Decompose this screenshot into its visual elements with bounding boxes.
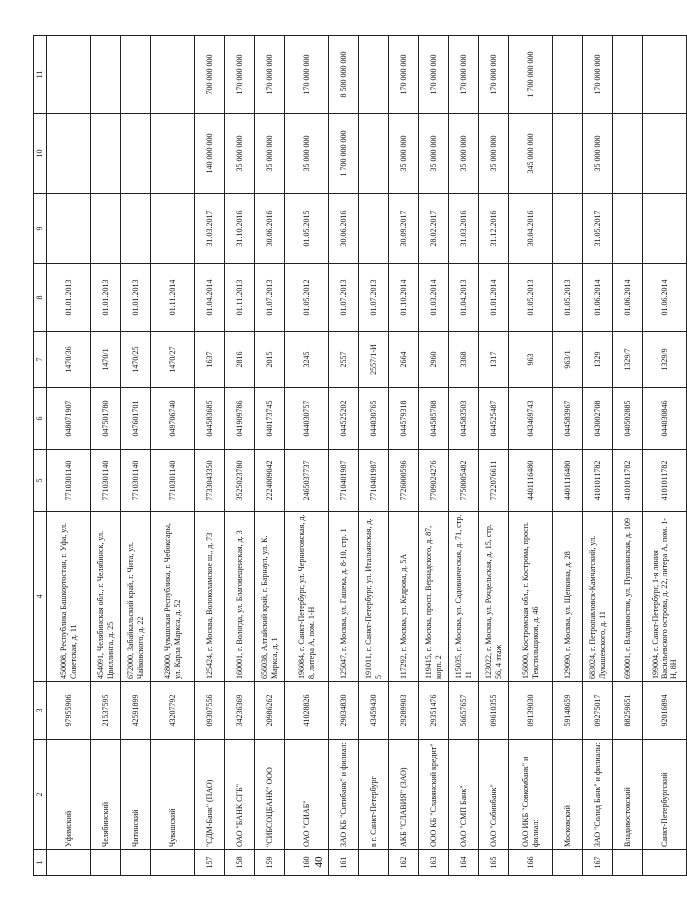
column-header: 5: [34, 450, 47, 512]
row-number-cell: [121, 850, 151, 876]
column-header: 11: [34, 36, 47, 114]
license-date-cell: 01.01.2013: [121, 264, 151, 332]
reg-number-cell: 3368: [449, 332, 479, 388]
expiry-date-cell: [151, 194, 195, 264]
row-number-cell: [613, 850, 643, 876]
inn-cell: 7750005482: [449, 450, 479, 512]
okpo-cell: 88259651: [613, 682, 643, 740]
inn-cell: 7710301140: [91, 450, 121, 512]
capital-cell: 170 000 000: [479, 36, 509, 114]
address-cell: 683024, г. Петропавловск-Камчатский, ул. Лукашевского, д. 11: [583, 512, 613, 682]
bik-cell: 044579318: [389, 388, 419, 450]
column-header: 2: [34, 740, 47, 850]
column-header: 1: [34, 850, 47, 876]
license-date-cell: 01.01.2013: [91, 264, 121, 332]
table-row: [479, 36, 509, 876]
bank-name-cell: Чувашский: [151, 740, 195, 850]
okpo-cell: 21537595: [91, 682, 121, 740]
inn-cell: 4101011782: [613, 450, 643, 512]
expiry-date-cell: [553, 194, 583, 264]
okpo-cell: 29034830: [329, 682, 359, 740]
table-row: [151, 36, 195, 876]
address-cell: 454091, Челябинская обл., г. Челябинск, ул. Цвиллинга, д. 25: [91, 512, 121, 682]
table-row: [509, 36, 553, 876]
reg-number-cell: 1329/9: [643, 332, 687, 388]
reg-number-cell: 1470/25: [121, 332, 151, 388]
table-body: [47, 36, 687, 876]
bik-cell: 049706740: [151, 388, 195, 450]
bik-cell: 047601701: [121, 388, 151, 450]
okpo-cell: 34236369: [225, 682, 255, 740]
table-row: [359, 36, 389, 876]
okpo-cell: 56657657: [449, 682, 479, 740]
amount-cell: 35 000 000: [255, 114, 285, 194]
row-number-cell: [643, 850, 687, 876]
expiry-date-cell: 28.02.2017: [419, 194, 449, 264]
column-header: 10: [34, 114, 47, 194]
column-header: 6: [34, 388, 47, 450]
bank-name-cell: ЗАО "Солид Банк" и филиалы:: [583, 740, 613, 850]
inn-cell: 4101011782: [583, 450, 613, 512]
table-row: [255, 36, 285, 876]
okpo-cell: 09275017: [583, 682, 613, 740]
capital-cell: [91, 36, 121, 114]
row-number-cell: [553, 850, 583, 876]
license-date-cell: 01.05.2013: [553, 264, 583, 332]
capital-cell: 170 000 000: [389, 36, 419, 114]
bank-registry-table: [33, 35, 687, 876]
bank-name-cell: Челябинский: [91, 740, 121, 850]
address-cell: 656038, Алтайский край, г. Барнаул, ул. К. Маркса, д. 1: [255, 512, 285, 682]
inn-cell: 7710401987: [329, 450, 359, 512]
reg-number-cell: 1470/27: [151, 332, 195, 388]
capital-cell: [151, 36, 195, 114]
okpo-cell: 42591899: [121, 682, 151, 740]
table-row: [613, 36, 643, 876]
okpo-cell: 29289903: [389, 682, 419, 740]
amount-cell: 35 000 000: [285, 114, 329, 194]
amount-cell: [613, 114, 643, 194]
table-row: [389, 36, 419, 876]
capital-cell: [121, 36, 151, 114]
amount-cell: 35 000 000: [225, 114, 255, 194]
inn-cell: 7709024276: [419, 450, 449, 512]
license-date-cell: 01.10.2014: [389, 264, 419, 332]
table-row: [225, 36, 255, 876]
table-row: [419, 36, 449, 876]
amount-cell: 35 000 000: [389, 114, 419, 194]
okpo-cell: 92016894: [643, 682, 687, 740]
expiry-date-cell: 30.06.2016: [255, 194, 285, 264]
inn-cell: 7710301140: [151, 450, 195, 512]
reg-number-cell: 1317: [479, 332, 509, 388]
address-cell: 191011, г. Санкт-Петербург, ул. Итальянская, д. 5: [359, 512, 389, 682]
expiry-date-cell: [91, 194, 121, 264]
okpo-cell: 20986262: [255, 682, 285, 740]
reg-number-cell: 2557: [329, 332, 359, 388]
inn-cell: 4101011782: [643, 450, 687, 512]
amount-cell: [151, 114, 195, 194]
table-row: [47, 36, 91, 876]
inn-cell: 7710301140: [121, 450, 151, 512]
expiry-date-cell: [613, 194, 643, 264]
row-number-cell: 159: [255, 850, 285, 876]
amount-cell: [553, 114, 583, 194]
address-cell: 428000, Чувашская Республика, г. Чебоксары, ул. Карла Маркса, д. 52: [151, 512, 195, 682]
reg-number-cell: 2816: [225, 332, 255, 388]
address-cell: 125047, г. Москва, ул. Гашека, д. 8-10, стр. 1: [329, 512, 359, 682]
bank-name-cell: ООО КБ "Славянский кредит": [419, 740, 449, 850]
inn-cell: 7710301140: [47, 450, 91, 512]
header-row: [34, 36, 47, 876]
license-date-cell: 01.06.2014: [643, 264, 687, 332]
inn-cell: 7722076611: [479, 450, 509, 512]
address-cell: 450008, Республика Башкортостан, г. Уфа, ул. Советская, д. 11: [47, 512, 91, 682]
amount-cell: 35 000 000: [479, 114, 509, 194]
row-number-cell: 157: [195, 850, 225, 876]
license-date-cell: 01.05.2013: [509, 264, 553, 332]
column-header: 3: [34, 682, 47, 740]
capital-cell: 170 000 000: [583, 36, 613, 114]
table-row: [285, 36, 329, 876]
capital-cell: 170 000 000: [449, 36, 479, 114]
bank-name-cell: в г. Санкт-Петербург: [359, 740, 389, 850]
license-date-cell: 01.06.2014: [583, 264, 613, 332]
bik-cell: 044585788: [419, 388, 449, 450]
bank-name-cell: Уфимский: [47, 740, 91, 850]
okpo-cell: 59148659: [553, 682, 583, 740]
expiry-date-cell: 31.12.2016: [479, 194, 509, 264]
address-cell: 672000, Забайкальский край, г. Чита, ул. Чайковского, д. 22: [121, 512, 151, 682]
inn-cell: 3525023780: [225, 450, 255, 512]
capital-cell: [359, 36, 389, 114]
license-date-cell: 01.06.2014: [613, 264, 643, 332]
inn-cell: 4401116480: [509, 450, 553, 512]
address-cell: 196084, г. Санкт-Петербург, ул. Черниговская, д. 8, литера А, пом. 1-Н: [285, 512, 329, 682]
expiry-date-cell: [643, 194, 687, 264]
address-cell: 156000, Костромская обл., г. Кострома, просп. Текстильщиков, д. 46: [509, 512, 553, 682]
row-number-cell: 164: [449, 850, 479, 876]
expiry-date-cell: 31.10.2016: [225, 194, 255, 264]
reg-number-cell: 1470/36: [47, 332, 91, 388]
okpo-cell: 09610355: [479, 682, 509, 740]
bik-cell: 044525202: [329, 388, 359, 450]
expiry-date-cell: 31.03.2016: [449, 194, 479, 264]
inn-cell: 7710401987: [359, 450, 389, 512]
table-row: [583, 36, 613, 876]
capital-cell: 170 000 000: [419, 36, 449, 114]
bank-name-cell: ОАО "СМП Банк": [449, 740, 479, 850]
license-date-cell: 01.03.2014: [419, 264, 449, 332]
expiry-date-cell: 30.06.2016: [329, 194, 359, 264]
expiry-date-cell: 31.05.2017: [583, 194, 613, 264]
okpo-cell: 43459430: [359, 682, 389, 740]
amount-cell: [643, 114, 687, 194]
amount-cell: 140 000 000: [195, 114, 225, 194]
address-cell: 123022, г. Москва, ул. Рочдельская, д. 15, стр. 56, 4 этаж: [479, 512, 509, 682]
bank-name-cell: "СДМ-Банк" (ПАО): [195, 740, 225, 850]
row-number-cell: [151, 850, 195, 876]
reg-number-cell: 1329: [583, 332, 613, 388]
license-date-cell: 01.01.2013: [47, 264, 91, 332]
okpo-cell: 09307556: [195, 682, 225, 740]
capital-cell: [613, 36, 643, 114]
okpo-cell: 09139030: [509, 682, 553, 740]
bank-name-cell: ОАО "СИАБ": [285, 740, 329, 850]
bank-name-cell: ЗАО КБ "Ситибанк" и филиал:: [329, 740, 359, 850]
capital-cell: 170 000 000: [255, 36, 285, 114]
column-header: 8: [34, 264, 47, 332]
license-date-cell: 01.11.2014: [151, 264, 195, 332]
amount-cell: 35 000 000: [449, 114, 479, 194]
bik-cell: 044030846: [643, 388, 687, 450]
row-number-cell: 161: [329, 850, 359, 876]
registry-table-rotated: [33, 36, 679, 876]
amount-cell: 35 000 000: [419, 114, 449, 194]
amount-cell: 345 000 000: [509, 114, 553, 194]
expiry-date-cell: 31.03.2017: [195, 194, 225, 264]
bik-cell: 040502885: [613, 388, 643, 450]
amount-cell: [47, 114, 91, 194]
license-date-cell: 01.07.2013: [359, 264, 389, 332]
bank-name-cell: АКБ "СЛАВИЯ" (ЗАО): [389, 740, 419, 850]
capital-cell: [553, 36, 583, 114]
bik-cell: 043469743: [509, 388, 553, 450]
table-row: [449, 36, 479, 876]
capital-cell: 170 000 000: [285, 36, 329, 114]
row-number-cell: [91, 850, 121, 876]
bik-cell: 044030765: [359, 388, 389, 450]
inn-cell: 2465037737: [285, 450, 329, 512]
bik-cell: 040173745: [255, 388, 285, 450]
row-number-cell: [359, 850, 389, 876]
address-cell: 690001, г. Владивосток, ул. Пушкинская, д. 109: [613, 512, 643, 682]
address-cell: 125424, г. Москва, Волоколамское ш., д. 73: [195, 512, 225, 682]
address-cell: 117292, г. Москва, ул. Кедрова, д. 5А: [389, 512, 419, 682]
reg-number-cell: 3245: [285, 332, 329, 388]
capital-cell: [47, 36, 91, 114]
bank-name-cell: Санкт-Петербургский: [643, 740, 687, 850]
table-row: [643, 36, 687, 876]
table-row: [195, 36, 225, 876]
address-cell: 129090, г. Москва, ул. Щепкина, д. 28: [553, 512, 583, 682]
row-number-cell: 167: [583, 850, 613, 876]
reg-number-cell: 2960: [419, 332, 449, 388]
capital-cell: 170 000 000: [225, 36, 255, 114]
expiry-date-cell: 30.04.2016: [509, 194, 553, 264]
bank-name-cell: ОАО ИКБ "Совкомбанк" и филиал:: [509, 740, 553, 850]
reg-number-cell: 963/1: [553, 332, 583, 388]
capital-cell: 1 700 000 000: [509, 36, 553, 114]
capital-cell: [643, 36, 687, 114]
amount-cell: 35 000 000: [583, 114, 613, 194]
address-cell: 160001, г. Вологда, ул. Благовещенская, д. 3: [225, 512, 255, 682]
bik-cell: 047501780: [91, 388, 121, 450]
okpo-cell: 97955906: [47, 682, 91, 740]
page-number: 40: [313, 856, 325, 868]
expiry-date-cell: 30.09.2017: [389, 194, 419, 264]
reg-number-cell: 963: [509, 332, 553, 388]
license-date-cell: 01.01.2014: [479, 264, 509, 332]
bank-name-cell: "СИБСОЦБАНК" ООО: [255, 740, 285, 850]
table-row: [329, 36, 359, 876]
address-cell: 115035, г. Москва, ул. Садовническая, д. 71, стр. 11: [449, 512, 479, 682]
amount-cell: 1 700 000 000: [329, 114, 359, 194]
amount-cell: [121, 114, 151, 194]
reg-number-cell: 1637: [195, 332, 225, 388]
bank-name-cell: Читинский: [121, 740, 151, 850]
row-number-cell: [47, 850, 91, 876]
bank-name-cell: Владивостокский: [613, 740, 643, 850]
bik-cell: 044030757: [285, 388, 329, 450]
okpo-cell: 43207792: [151, 682, 195, 740]
bik-cell: 048071907: [47, 388, 91, 450]
row-number-cell: 160: [285, 850, 329, 876]
table-row: [553, 36, 583, 876]
license-date-cell: 01.04.2013: [449, 264, 479, 332]
okpo-cell: 41028826: [285, 682, 329, 740]
inn-cell: 7733043350: [195, 450, 225, 512]
capital-cell: 700 000 000: [195, 36, 225, 114]
address-cell: 199004, г. Санкт-Петербург, 1-я линия Васильевского острова, д. 22, литера А, пом. 1-Н, 8Н: [643, 512, 687, 682]
amount-cell: [91, 114, 121, 194]
table-row: [91, 36, 121, 876]
column-header: 4: [34, 512, 47, 682]
row-number-cell: 166: [509, 850, 553, 876]
amount-cell: [359, 114, 389, 194]
expiry-date-cell: [47, 194, 91, 264]
reg-number-cell: 2664: [389, 332, 419, 388]
bik-cell: 044583503: [449, 388, 479, 450]
bank-name-cell: ОАО "БАНК СГБ": [225, 740, 255, 850]
inn-cell: 2224009042: [255, 450, 285, 512]
row-number-cell: 158: [225, 850, 255, 876]
reg-number-cell: 1470/1: [91, 332, 121, 388]
row-number-cell: 162: [389, 850, 419, 876]
bik-cell: 044583685: [195, 388, 225, 450]
license-date-cell: 01.07.2013: [255, 264, 285, 332]
bik-cell: 043002708: [583, 388, 613, 450]
row-number-cell: 163: [419, 850, 449, 876]
bik-cell: 044525487: [479, 388, 509, 450]
bank-name-cell: Московский: [553, 740, 583, 850]
reg-number-cell: 2015: [255, 332, 285, 388]
license-date-cell: 01.07.2013: [329, 264, 359, 332]
okpo-cell: 29351476: [419, 682, 449, 740]
capital-cell: 8 500 000 000: [329, 36, 359, 114]
expiry-date-cell: [121, 194, 151, 264]
bik-cell: 041909786: [225, 388, 255, 450]
expiry-date-cell: [359, 194, 389, 264]
bik-cell: 044583967: [553, 388, 583, 450]
reg-number-cell: 1329/7: [613, 332, 643, 388]
inn-cell: 7726000596: [389, 450, 419, 512]
bank-name-cell: ОАО "Собинбанк": [479, 740, 509, 850]
address-cell: 119415, г. Москва, просп. Вернадского, д. 87, корп. 2: [419, 512, 449, 682]
license-date-cell: 01.05.2012: [285, 264, 329, 332]
row-number-cell: 165: [479, 850, 509, 876]
reg-number-cell: 2557/1-И: [359, 332, 389, 388]
license-date-cell: 01.11.2013: [225, 264, 255, 332]
license-date-cell: 01.04.2014: [195, 264, 225, 332]
column-header: 9: [34, 194, 47, 264]
table-row: [121, 36, 151, 876]
inn-cell: 4401116480: [553, 450, 583, 512]
column-header: 7: [34, 332, 47, 388]
expiry-date-cell: 01.05.2015: [285, 194, 329, 264]
